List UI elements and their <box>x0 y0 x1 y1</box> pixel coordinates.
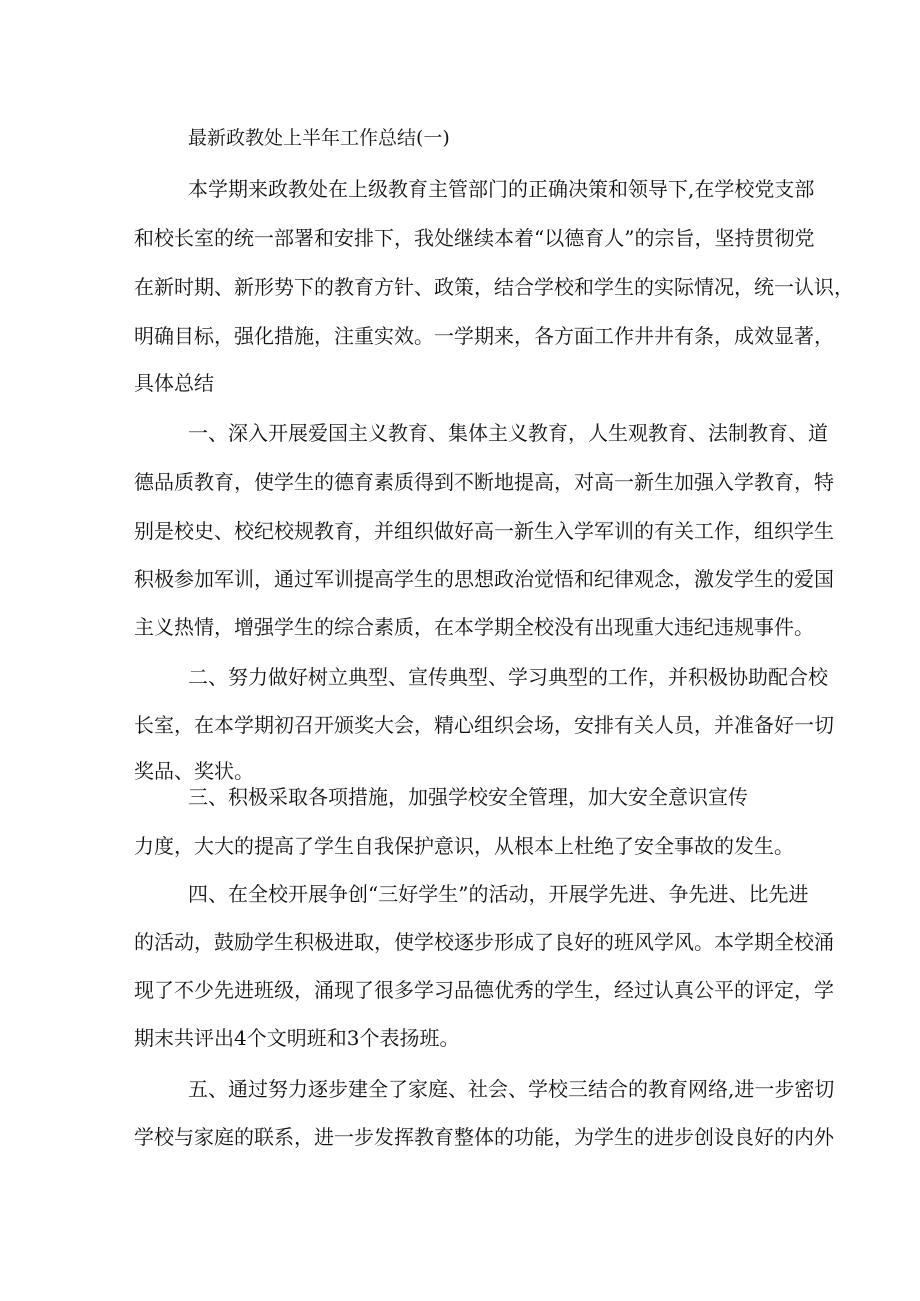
paragraph-line: 学校与家庭的联系，进一步发挥教育整体的功能，为学生的进步创设良好的内外 <box>134 1125 834 1149</box>
paragraph-line: 主义热情，增强学生的综合素质，在本学期全校没有出现重大违纪违规事件。 <box>134 615 814 639</box>
paragraph-line: 明确目标，强化措施，注重实效。一学期来，各方面工作井井有条，成效显著， <box>134 324 834 348</box>
paragraph-line: 别是校史、校纪校规教育，并组织做好高一新生入学军训的有关工作，组织学生 <box>134 519 834 543</box>
paragraph-line: 期末共评出4个文明班和3个表扬班。 <box>134 1026 460 1050</box>
paragraph-line: 本学期来政教处在上级教育主管部门的正确决策和领导下,在学校党支部 <box>188 177 815 201</box>
paragraph-line: 一、深入开展爱国主义教育、集体主义教育，人生观教育、法制教育、道 <box>188 421 828 445</box>
paragraph-line: 三、积极采取各项措施，加强学校安全管理，加大安全意识宣传 <box>188 785 748 809</box>
document-title: 最新政教处上半年工作总结(一) <box>188 127 450 149</box>
paragraph-line: 的活动，鼓励学生积极进取，使学校逐步形成了良好的班风学风。本学期全校涌 <box>134 930 834 954</box>
paragraph-line: 和校长室的统一部署和安排下，我处继续本着“以德育人”的宗旨，坚持贯彻党 <box>134 226 815 250</box>
paragraph-line: 德品质教育，使学生的德育素质得到不断地提高，对高一新生加强入学教育，特 <box>134 470 834 494</box>
paragraph-line: 积极参加军训，通过军训提高学生的思想政治觉悟和纪律观念，激发学生的爱国 <box>134 567 834 591</box>
paragraph-line: 四、在全校开展争创“三好学生”的活动，开展学先进、争先进、比先进 <box>188 882 809 906</box>
paragraph-line: 具体总结 <box>134 371 214 395</box>
paragraph-line: 力度，大大的提高了学生自我保护意识，从根本上杜绝了安全事故的发生。 <box>134 834 794 858</box>
paragraph-line: 五、通过努力逐步建全了家庭、社会、学校三结合的教育网络,进一步密切 <box>188 1077 835 1101</box>
paragraph-line: 二、努力做好树立典型、宣传典型、学习典型的工作，并积极协助配合校 <box>188 665 828 689</box>
paragraph-line: 长室，在本学期初召开颁奖大会，精心组织会场，安排有关人员，并准备好一切 <box>134 713 834 737</box>
paragraph-line: 在新时期、新形势下的教育方针、政策，结合学校和学生的实际情况，统一认识， <box>134 275 854 299</box>
paragraph-line: 现了不少先进班级，涌现了很多学习品德优秀的学生，经过认真公平的评定，学 <box>134 978 834 1002</box>
paragraph-line: 奖品、奖状。 <box>134 759 254 783</box>
